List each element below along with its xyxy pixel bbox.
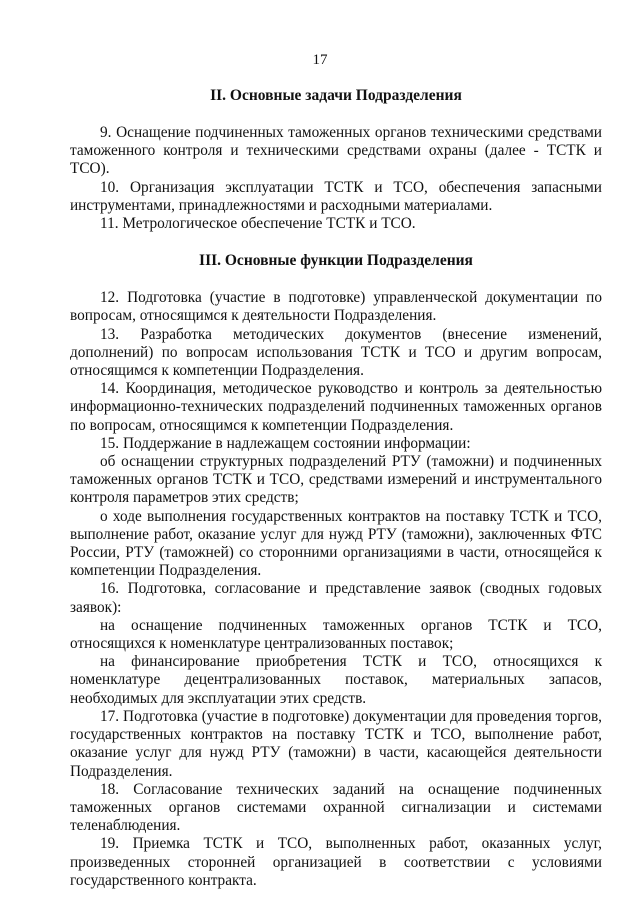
document-body <box>70 86 602 890</box>
paragraph-16: 16. Подготовка, согласование и представление заявок (сводных годовых заявок): <box>70 580 602 616</box>
paragraph-15-item-2: о ходе выполнения государственных контрактов на поставку ТСТК и ТСО, выполнение работ, оказание услуг для нужд РТУ (таможни), заключенных ФТС России, РТУ (таможней) со сторонними организациями в части, относящейся к компетенции Подразделения. <box>70 507 602 580</box>
paragraph-9: 9. Оснащение подчиненных таможенных органов техническими средствами таможенного контроля и техническими средствами охраны (далее - ТСТК и ТСО). <box>70 124 602 178</box>
paragraph-19: 19. Приемка ТСТК и ТСО, выполненных работ, оказанных услуг, произведенных сторонней организацией в соответствии с условиями государственного контракта. <box>70 835 602 889</box>
page-number: 17 <box>312 52 328 68</box>
paragraph-11: 11. Метрологическое обеспечение ТСТК и ТСО. <box>100 215 416 233</box>
paragraph-16-item-1: на оснащение подчиненных таможенных органов ТСТК и ТСО, относящихся к номенклатуре централизованных поставок; <box>70 616 602 653</box>
paragraph-15: 15. Поддержание в надлежащем состоянии информации: <box>100 434 471 452</box>
paragraph-14: 14. Координация, методическое руководство и контроль за деятельностью информационно-технических подразделений подчиненных таможенных органов по вопросам, относящимся к компетенции Подразделения. <box>70 380 602 434</box>
paragraph-13: 13. Разработка методических документов (внесение изменений, дополнений) по вопросам использования ТСТК и ТСО и другим вопросам, относящимся к компетенции Подразделения. <box>70 325 602 380</box>
paragraph-17: 17. Подготовка (участие в подготовке) документации для проведения торгов, государственных контрактов на поставку ТСТК и ТСО, выполнение работ, оказание услуг для нужд РТУ (таможни) в части, касающейся деятельности Подразделения. <box>70 707 602 780</box>
paragraph-18: 18. Согласование технических заданий на оснащение подчиненных таможенных органов системами охранной сигнализации и системами теленаблюдения. <box>70 780 602 835</box>
paragraph-12: 12. Подготовка (участие в подготовке) управленческой документации по вопросам, относящимся к деятельности Подразделения. <box>70 289 602 325</box>
paragraph-16-item-2: на финансирование приобретения ТСТК и ТСО, относящихся к номенклатуре децентрализованных поставок, материальных запасов, необходимых для эксплуатации этих средств. <box>70 653 602 707</box>
paragraph-10: 10. Организация эксплуатации ТСТК и ТСО, обеспечения запасными инструментами, принадлежностями и расходными материалами. <box>70 178 602 214</box>
paragraph-15-item-1: об оснащении структурных подразделений РТУ (таможни) и подчиненных таможенных органов ТСТК и ТСО, средствами измерений и инструментального контроля параметров этих средств; <box>70 453 602 507</box>
section-2-heading: II. Основные задачи Подразделения <box>210 87 462 104</box>
section-3-heading: III. Основные функции Подразделения <box>199 252 473 270</box>
